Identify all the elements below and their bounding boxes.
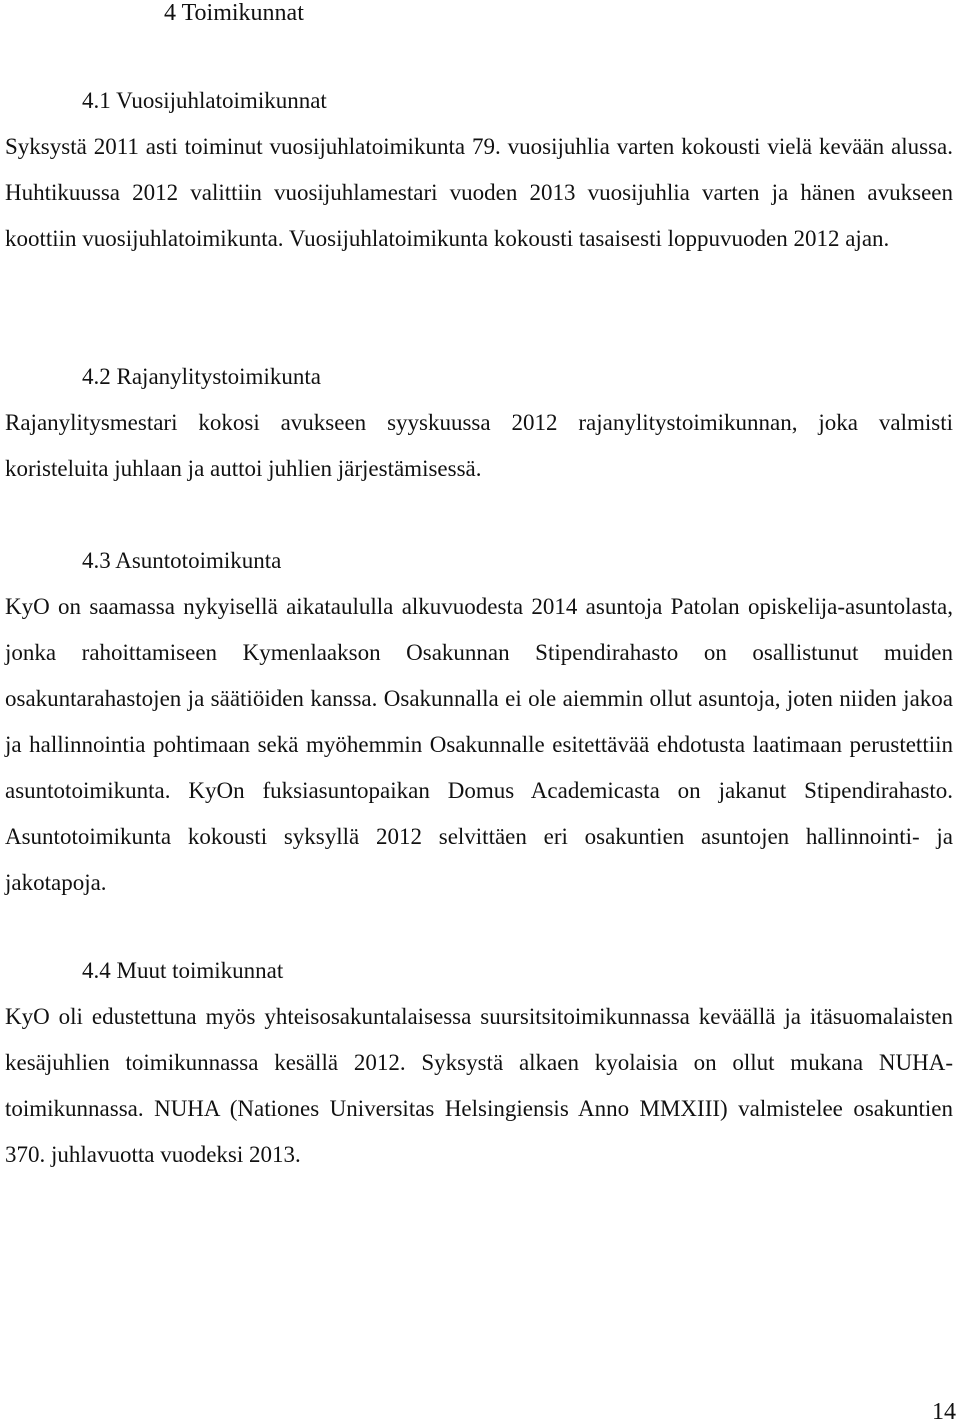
section-heading: 4.4 Muut toimikunnat — [82, 958, 284, 983]
section-rajanylitystoimikunta — [5, 354, 953, 492]
page-number: 14 — [932, 1399, 956, 1425]
section-heading: 4.2 Rajanylitystoimikunta — [82, 364, 321, 389]
section-paragraph: Rajanylitysmestari kokosi avukseen syyskuussa 2012 rajanylitystoimikunnan, joka valmisti koristeluita juhlaan ja auttoi juhlien järjestämisessä. — [5, 410, 953, 481]
section-heading: 4.3 Asuntotoimikunta — [82, 548, 282, 573]
chapter-title: 4 Toimikunnat — [164, 0, 304, 26]
section-vuosijuhlatoimikunnat — [5, 78, 953, 262]
section-paragraph: Syksystä 2011 asti toiminut vuosijuhlatoimikunta 79. vuosijuhlia varten kokousti vielä kevään alussa. Huhtikuussa 2012 valittiin vuosijuhlamestari vuoden 2013 vuosijuhlia varten ja hänen avukseen koottiin vuosijuhlatoimikunta. Vuosijuhlatoimikunta kokousti tasaisesti loppuvuoden 2012 ajan. — [5, 134, 953, 251]
section-paragraph: KyO on saamassa nykyisellä aikataululla alkuvuodesta 2014 asuntoja Patolan opiskelija-asuntolasta, jonka rahoittamiseen Kymenlaakson Osakunnan Stipendirahasto on osallistunut muiden osakuntarahastojen ja säätiöiden kanssa. Osakunnalla ei ole aiemmin ollut asuntoja, joten niiden jakoa ja hallinnointia pohtimaan sekä myöhemmin Osakunnalle esitettävää ehdotusta laatimaan perustettiin asuntotoimikunta. KyOn fuksiasuntopaikan Domus Academicasta on jakanut Stipendirahasto. Asuntotoimikunta kokousti syksyllä 2012 selvittäen eri osakuntien asuntojen hallinnointi- ja jakotapoja. — [5, 594, 953, 895]
section-paragraph: KyO oli edustettuna myös yhteisosakuntalaisessa suursitsitoimikunnassa keväällä ja itäsuomalaisten kesäjuhlien toimikunnassa kesällä 2012. Syksystä alkaen kyolaisia on ollut mukana NUHA-toimikunnassa. NUHA (Nationes Universitas Helsingiensis Anno MMXIII) valmistelee osakuntien 370. juhlavuotta vuodeksi 2013. — [5, 1004, 953, 1167]
section-muut-toimikunnat — [5, 948, 953, 1178]
section-asuntotoimikunta — [5, 538, 953, 906]
section-heading: 4.1 Vuosijuhlatoimikunnat — [82, 88, 327, 113]
